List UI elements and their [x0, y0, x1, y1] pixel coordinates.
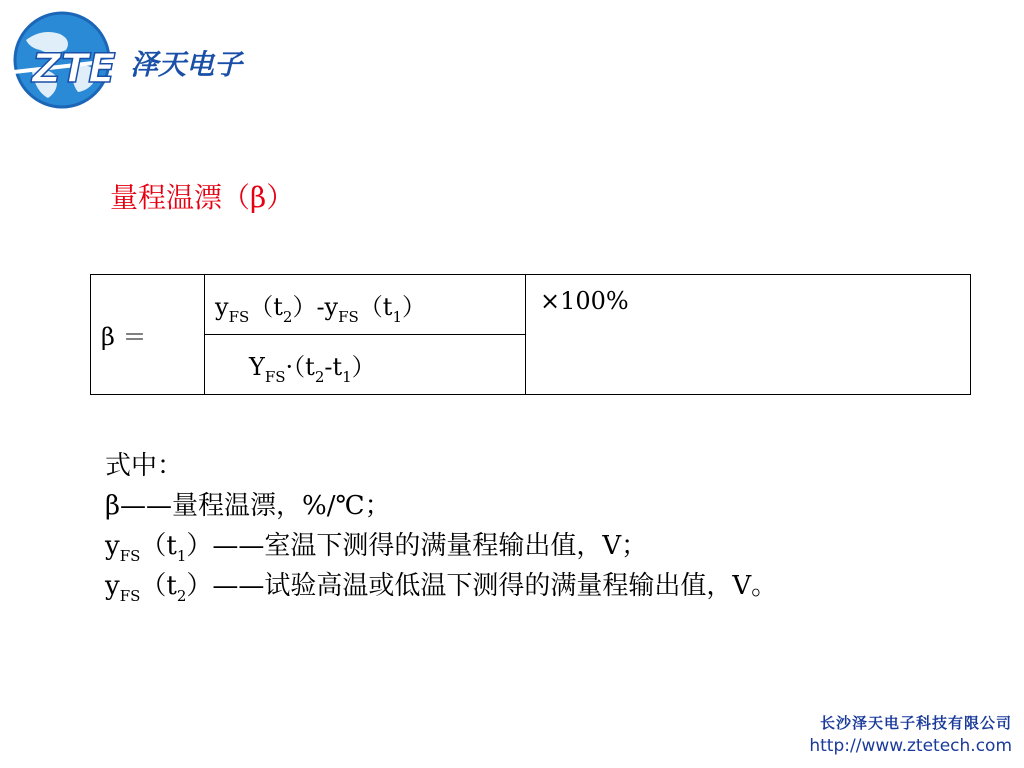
- note-yfs-t1: $y_{FS}(t_1)——$室温下测得的满量程输出值，V；: [105, 531, 648, 565]
- footer-url-link[interactable]: http://www.ztetech.com: [809, 736, 1012, 756]
- logo-wordmark: 泽天电子: [130, 48, 243, 81]
- slide-title: 量程温漂（β）: [110, 181, 295, 214]
- formula-multiplier: ×100%: [526, 275, 971, 395]
- formula-numerator: $y_{FS}(t_2)-y_{FS}(t_1)$: [205, 275, 526, 335]
- globe-logo-icon: [12, 10, 262, 110]
- note-yfs-t2: $y_{FS}(t_2)——$试验高温或低温下测得的满量程输出值，V。: [105, 571, 778, 605]
- formula-table: [90, 274, 971, 395]
- notes-lead: 式中：: [105, 451, 184, 481]
- formula-lhs: β ＝: [91, 275, 205, 395]
- company-logo: [12, 10, 262, 110]
- footer: [809, 712, 1012, 758]
- formula-notes: [105, 446, 777, 606]
- logo-mark: ZTE: [32, 46, 116, 92]
- formula-denominator: $Y_{FS}\cdot(t_2-t_1)$: [205, 335, 526, 395]
- note-beta: β——量程温漂，%/℃；: [105, 491, 391, 521]
- footer-company: 长沙泽天电子科技有限公司: [819, 714, 1012, 732]
